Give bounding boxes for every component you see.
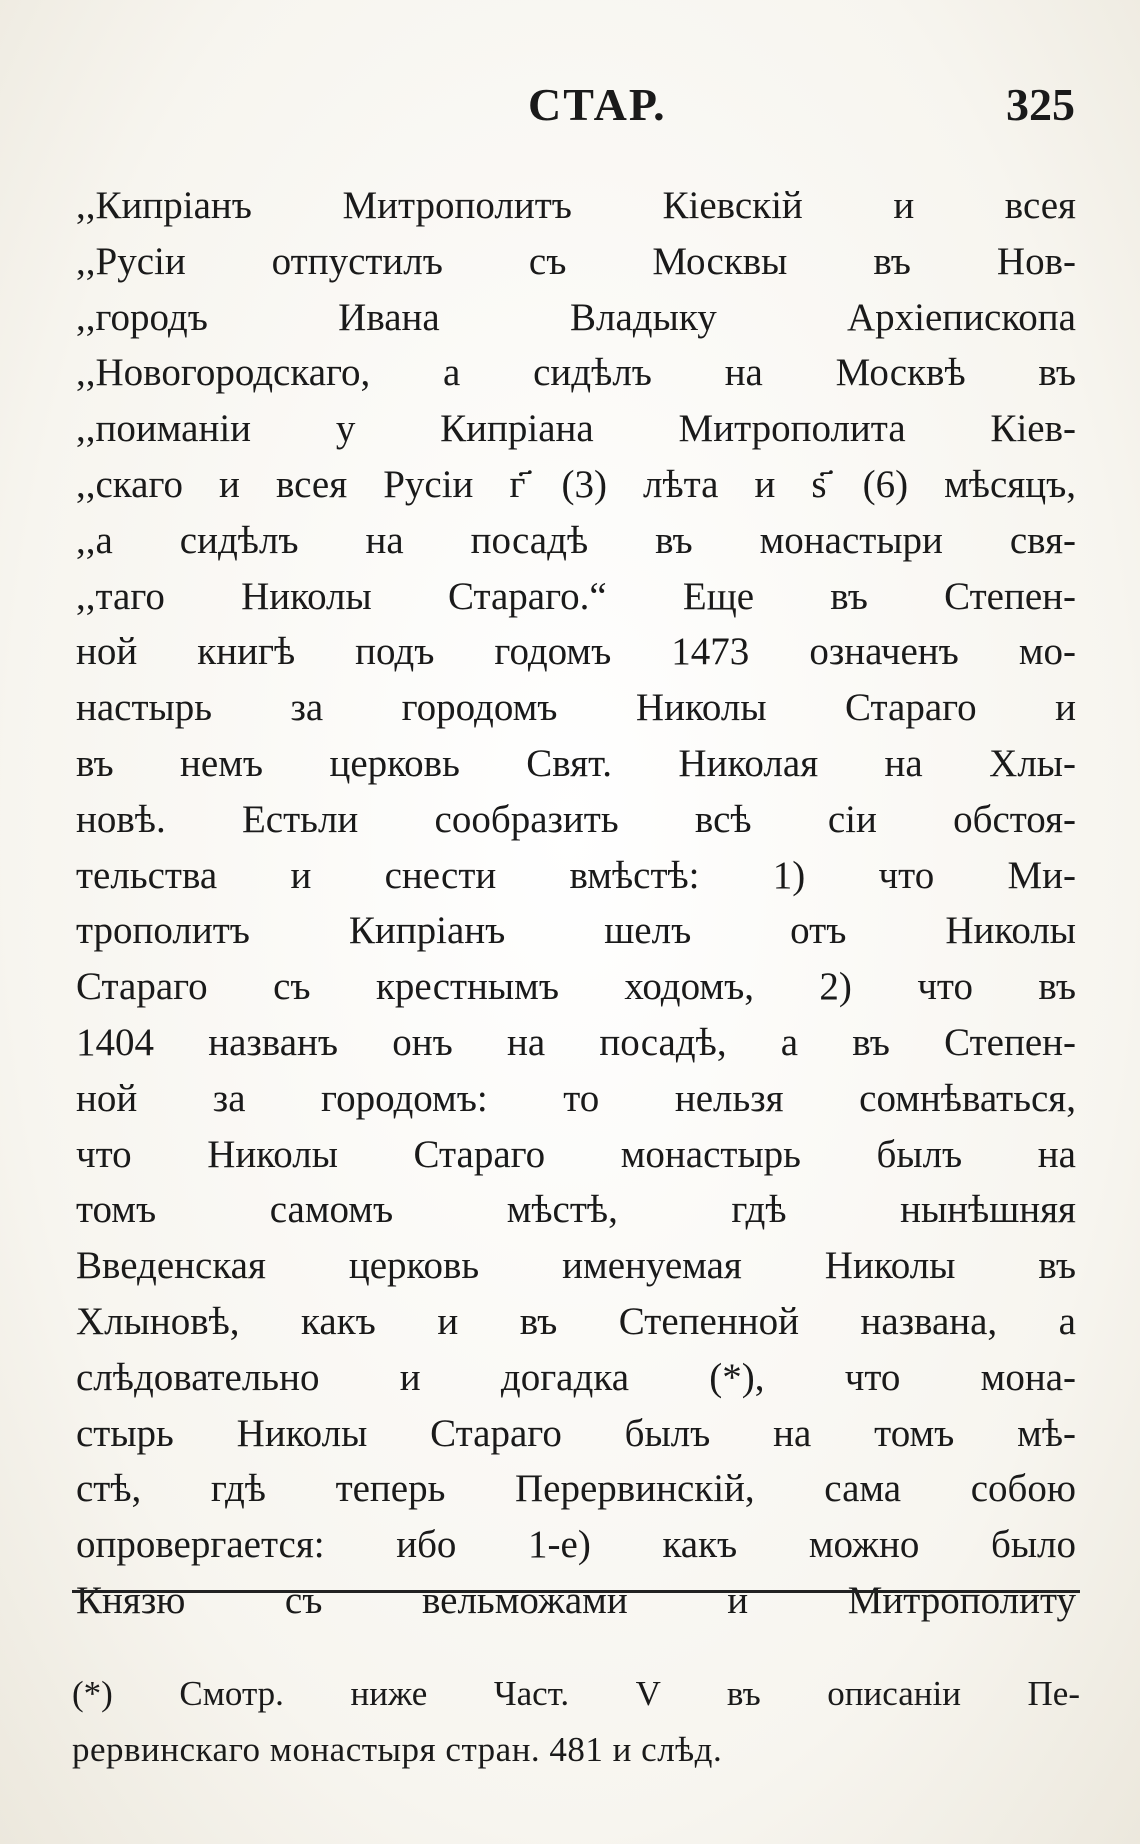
text-line: ной книгѣ подъ годомъ 1473 означенъ мо- [76,630,1076,674]
text-line: стѣ, гдѣ теперь Перервинскій, сама собою [76,1467,1076,1511]
text-line: ,,Новогородскаго, а сидѣлъ на Москвѣ въ [76,351,1076,395]
page-number: 325 [1006,79,1075,130]
page-header [0,78,1140,138]
running-title: СТАР. [528,79,667,130]
text-line: въ немъ церковь Свят. Николая на Хлы- [76,741,1076,785]
body-text [76,178,1076,1629]
text-line: томъ самомъ мѣстѣ, гдѣ нынѣшняя [76,1188,1076,1232]
text-line: трополитъ Кипріанъ шелъ отъ Николы [76,909,1076,953]
footnote-line: (*) Смотр. ниже Част. V въ описаніи Пе- [72,1674,1080,1713]
text-line: ,,Кипріанъ Митрополитъ Кіевскій и всея [76,184,1076,227]
footnote-line-text: рервинскаго монастыря стран. 481 и слѣд. [72,1730,723,1769]
text-line: опровергается: ибо 1-е) какъ можно было [76,1523,1076,1567]
text-line: ,,таго Николы Стараго.“ Еще въ Степен- [76,574,1076,618]
text-line: настырь за городомъ Николы Стараго и [76,686,1076,730]
text-line: ,,Русіи отпустилъ съ Москвы въ Нов- [76,239,1076,283]
text-line: Князю съ вельможами и Митрополиту [76,1578,1076,1622]
text-line: тельства и снести вмѣстѣ: 1) что Ми- [76,853,1076,897]
text-line: стырь Николы Стараго былъ на томъ мѣ- [76,1411,1076,1455]
text-line: ,,скаго и всея Русіи г҃ (3) лѣта и ѕ҃ (6) мѣсяцъ, [76,462,1076,506]
text-line: 1404 названъ онъ на посадѣ, а въ Степен- [76,1020,1076,1064]
text-line: новѣ. Естьли сообразить всѣ сіи обстоя- [76,797,1076,841]
footnote-line [72,1722,1080,1778]
text-line: ной за городомъ: то нельзя сомнѣваться, [76,1076,1076,1120]
footnote-divider [72,1590,1080,1593]
footnote [72,1666,1080,1778]
text-line: ,,городъ Ивана Владыку Архіепископа [76,295,1076,339]
text-line: Хлыновѣ, какъ и въ Степенной названа, а [76,1299,1076,1343]
text-line: что Николы Стараго монастырь былъ на [76,1132,1076,1176]
text-line: Стараго съ крестнымъ ходомъ, 2) что въ [76,965,1076,1009]
text-line: ,,поиманіи у Кипріана Митрополита Кіев- [76,407,1076,451]
text-line: Введенская церковь именуемая Николы въ [76,1244,1076,1288]
text-line: слѣдовательно и догадка (*), что мона- [76,1355,1076,1399]
text-line: ,,а сидѣлъ на посадѣ въ монастыри свя- [76,518,1076,562]
